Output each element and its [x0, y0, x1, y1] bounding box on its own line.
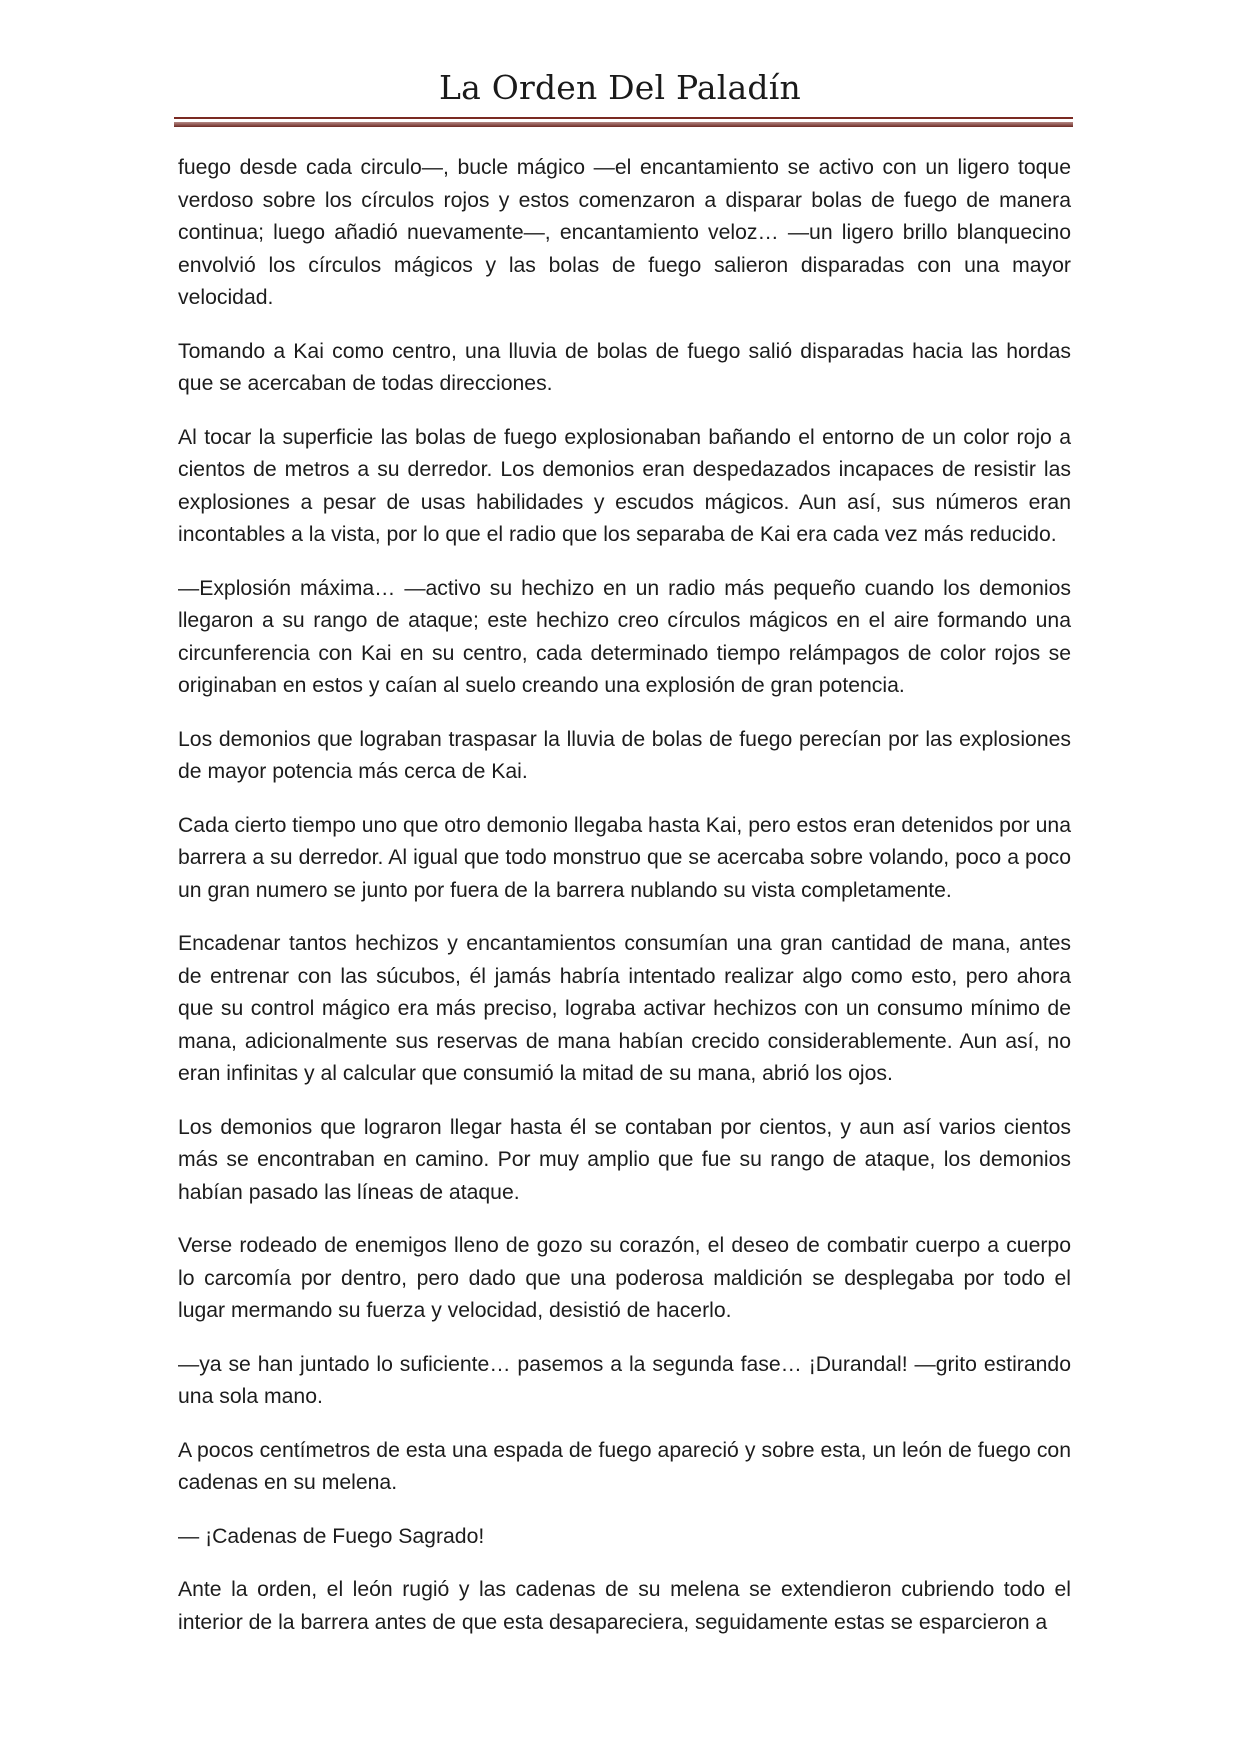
paragraph: Los demonios que lograron llegar hasta él se contaban por cientos, y aun así varios cientos más se encontraban en camino. Por muy amplio que fue su rango de ataque, los demonios habían pasado las líneas de ataque. [178, 1115, 1071, 1204]
paragraph: Al tocar la superficie las bolas de fuego explosionaban bañando el entorno de un color rojo a cientos de metros a su derredor. Los demonios eran despedazados incapaces de resistir las explosiones a pesar de usas habilidades y escudos mágicos. Aun así, sus números eran incontables a la vista, por lo que el radio que los separaba de Kai era cada vez más reducido. [178, 425, 1071, 546]
paragraph: Verse rodeado de enemigos lleno de gozo su corazón, el deseo de combatir cuerpo a cuerpo lo carcomía por dentro, pero dado que una poderosa maldición se desplegaba por todo el lugar mermando su fuerza y velocidad, desistió de hacerlo. [178, 1234, 1071, 1322]
paragraph: fuego desde cada circulo—, bucle mágico —el encantamiento se activo con un ligero toque verdoso sobre los círculos rojos y estos comenzaron a disparar bolas de fuego de manera continua; luego añadió nuevamente—, encantamiento veloz… —un ligero brillo blanquecino envolvió los círculos mágicos y las bolas de fuego salieron disparadas con una mayor velocidad. [178, 156, 1071, 309]
body-text [178, 152, 1071, 1660]
paragraph: —Explosión máxima… —activo su hechizo en un radio más pequeño cuando los demonios llegaron a su rango de ataque; este hechizo creo círculos mágicos en el aire formando una circunferencia con Kai en su centro, cada determinado tiempo relámpagos de color rojos se originaban en estos y caían al suelo creando una explosión de gran potencia. [178, 576, 1071, 697]
header-divider-thick-line [174, 122, 1073, 127]
page-header-title: La Orden Del Paladín [439, 68, 801, 107]
paragraph: Tomando a Kai como centro, una lluvia de bolas de fuego salió disparadas hacia las hordas que se acercaban de todas direcciones. [178, 339, 1071, 395]
paragraph: Encadenar tantos hechizos y encantamientos consumían una gran cantidad de mana, antes de entrenar con las súcubos, él jamás habría intentado realizar algo como esto, pero ahora que su control mágico era más preciso, lograba activar hechizos con un consumo mínimo de mana, adicionalmente sus reservas de mana habían crecido considerablemente. Aun así, no eran infinitas y al calcular que consumió la mitad de su mana, abrió los ojos. [178, 932, 1071, 1085]
paragraph: A pocos centímetros de esta una espada de fuego apareció y sobre esta, un león de fuego con cadenas en su melena. [178, 1438, 1071, 1494]
paragraph: Los demonios que lograban traspasar la lluvia de bolas de fuego perecían por las explosiones de mayor potencia más cerca de Kai. [178, 727, 1071, 783]
header-divider [174, 117, 1073, 127]
paragraph: Cada cierto tiempo uno que otro demonio llegaba hasta Kai, pero estos eran detenidos por una barrera a su derredor. Al igual que todo monstruo que se acercaba sobre volando, poco a poco un gran numero se junto por fuera de la barrera nublando su vista completamente. [178, 813, 1071, 902]
paragraph: Ante la orden, el león rugió y las cadenas de su melena se extendieron cubriendo todo el interior de la barrera antes de que esta desapareciera, seguidamente estas se esparcieron a [178, 1578, 1071, 1634]
paragraph: — ¡Cadenas de Fuego Sagrado! [178, 1524, 485, 1548]
paragraph: —ya se han juntado lo suficiente… pasemos a la segunda fase… ¡Durandal! —grito estirando una sola mano. [178, 1352, 1071, 1408]
